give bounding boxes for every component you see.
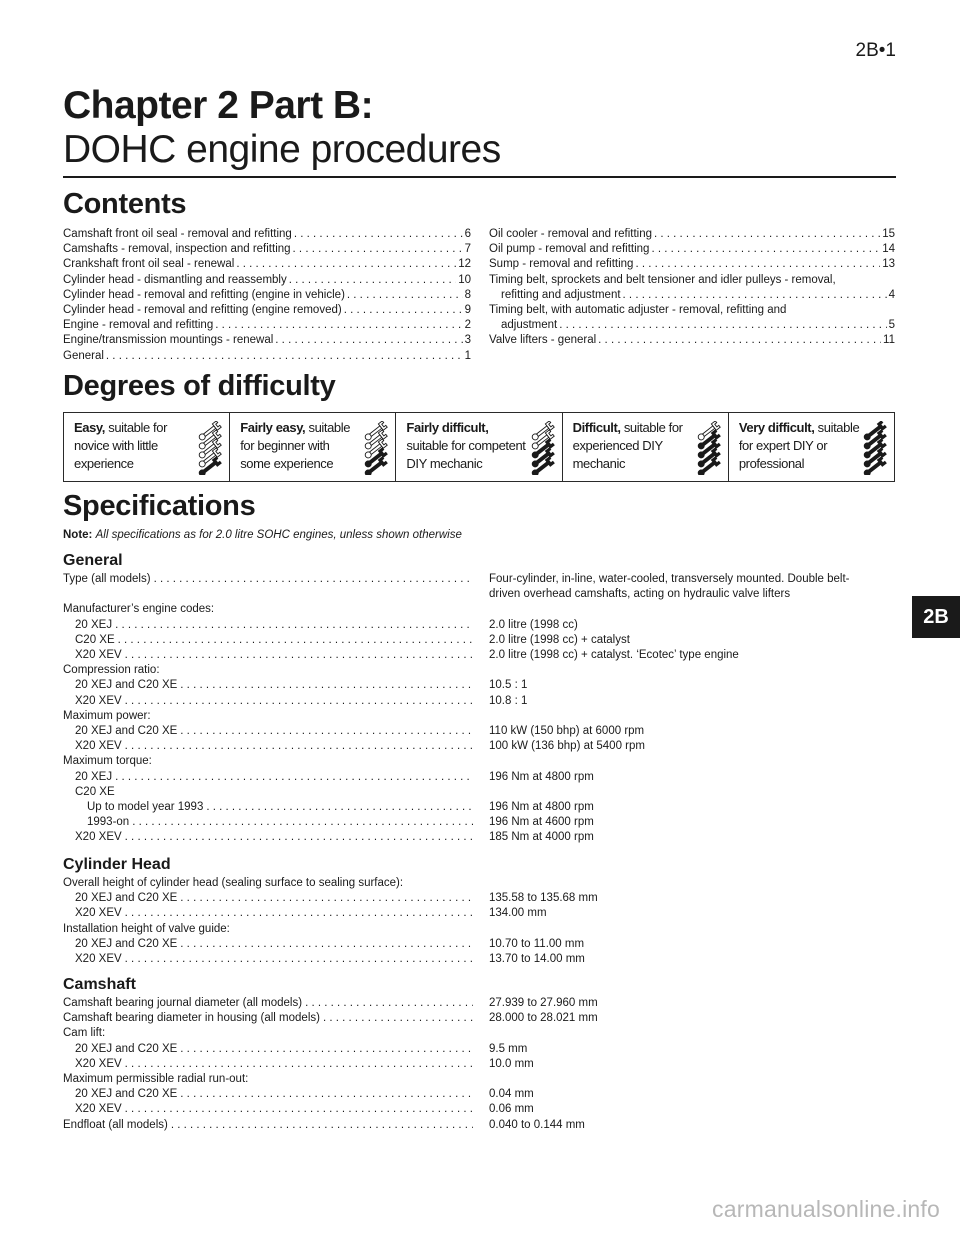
- contents-entry-row: [63, 273, 471, 288]
- contents-entry-page: 10: [458, 273, 471, 286]
- contents-entry: [489, 273, 895, 303]
- spec-row: [63, 663, 895, 678]
- contents-entry: [489, 242, 895, 257]
- leader-dots: [180, 678, 473, 693]
- leader-dots: [125, 830, 473, 845]
- spec-left-cell: [63, 1011, 473, 1026]
- wrench-icon: [695, 421, 721, 475]
- leader-dots: [115, 618, 473, 633]
- spec-row: [63, 1072, 895, 1087]
- leader-dots: [206, 800, 473, 815]
- contents-entry-label: Cylinder head - dismantling and reassembly: [63, 273, 287, 286]
- spec-row: [63, 739, 895, 754]
- contents-entry-label: adjustment: [501, 319, 558, 332]
- spec-value: 100 kW (136 bhp) at 5400 rpm: [489, 740, 645, 753]
- spec-label: Type (all models): [63, 573, 151, 585]
- page-number: 2B•1: [855, 40, 896, 61]
- specifications-note: [63, 529, 462, 541]
- contents-entry-label: Sump - removal and refitting: [489, 258, 634, 271]
- chapter-title: Chapter 2 Part B:: [63, 84, 374, 127]
- contents-entry: [63, 288, 471, 303]
- contents-entry-label: Oil pump - removal and refitting: [489, 243, 650, 256]
- difficulty-level-detail: suitable for experienced DIY mechanic: [572, 420, 683, 471]
- spec-label: Installation height of valve guide:: [63, 922, 230, 935]
- spec-left-cell: [63, 572, 473, 602]
- note-label: Note:: [63, 529, 93, 541]
- contents-entry: [63, 303, 471, 318]
- spec-left-cell: [63, 663, 473, 678]
- leader-dots: [115, 770, 473, 785]
- spec-value: 185 Nm at 4000 rpm: [489, 831, 594, 844]
- spec-left-cell: [63, 1072, 473, 1087]
- spec-label: X20 XEV: [75, 694, 122, 707]
- general-heading: General: [63, 552, 123, 569]
- contents-entry-label: Engine - removal and refitting: [63, 319, 214, 332]
- spec-value: 2.0 litre (1998 cc) + catalyst. ‘Ecotec’ type engine: [489, 649, 739, 662]
- difficulty-level: [728, 413, 894, 481]
- contents-entry-label: Crankshaft front oil seal - renewal: [63, 258, 235, 271]
- leader-dots: [275, 333, 462, 348]
- contents-entry-row: [63, 288, 471, 303]
- spec-row: [63, 633, 895, 648]
- contents-entry-page: 15: [882, 228, 895, 240]
- contents-entry-label: refitting and adjustment: [501, 288, 621, 301]
- difficulty-level-detail: suitable for expert DIY or professional: [738, 420, 860, 471]
- leader-dots: [180, 937, 473, 952]
- spec-label: 20 XEJ and C20 XE: [75, 725, 178, 738]
- spec-left-cell: [63, 800, 473, 815]
- spec-row: [63, 785, 895, 800]
- spec-label: X20 XEV: [75, 649, 122, 662]
- contents-entry-row: [489, 257, 895, 272]
- contents-entry-row: [63, 349, 471, 364]
- spec-row: [63, 1118, 895, 1133]
- leader-dots: [215, 318, 462, 333]
- spec-value: 28.000 to 28.021 mm: [489, 1012, 598, 1025]
- contents-entry: [489, 303, 895, 333]
- spec-value: 196 Nm at 4800 rpm: [489, 770, 594, 783]
- contents-entry-row: [63, 333, 471, 348]
- spec-value: 10.5 : 1: [489, 679, 528, 692]
- spec-value: Four-cylinder, in-line, water-cooled, transversely mounted. Double belt-driven overhead camshafts, acting on hydraulic valve lifters: [489, 573, 850, 601]
- contents-entry: [63, 242, 471, 257]
- spec-label: Compression ratio:: [63, 664, 160, 677]
- spec-left-cell: [63, 1026, 473, 1041]
- leader-dots: [180, 1087, 473, 1102]
- leader-dots: [125, 1102, 473, 1117]
- contents-entry-label: Cylinder head - removal and refitting (engine in vehicle): [63, 288, 345, 301]
- leader-dots: [347, 288, 463, 303]
- contents-entry-label: Camshaft front oil seal - removal and refitting: [63, 228, 292, 240]
- contents-entry-row: [63, 318, 471, 333]
- spec-left-cell: [63, 678, 473, 693]
- spec-left-cell: [63, 952, 473, 967]
- cylinder-head-heading: Cylinder Head: [63, 856, 171, 873]
- cylinder-head-specs: [63, 876, 895, 967]
- difficulty-heading: Degrees of difficulty: [63, 370, 336, 402]
- spec-label: Maximum permissible radial run-out:: [63, 1073, 249, 1086]
- spec-value: 27.939 to 27.960 mm: [489, 997, 598, 1009]
- spec-label: Up to model year 1993: [87, 801, 204, 814]
- contents-entry-page: 4: [888, 288, 895, 301]
- difficulty-description: [240, 419, 362, 473]
- contents-entry-label: Oil cooler - removal and refitting: [489, 228, 652, 240]
- spec-label: C20 XE: [75, 785, 115, 798]
- leader-dots: [559, 318, 886, 333]
- difficulty-level-name: Difficult,: [572, 420, 621, 435]
- contents-entry: [63, 227, 471, 242]
- leader-dots: [125, 906, 473, 921]
- spec-row: [63, 952, 895, 967]
- spec-row: [63, 770, 895, 785]
- contents-entry-page: 8: [464, 288, 471, 301]
- spec-row: [63, 830, 895, 845]
- chapter-subtitle: DOHC engine procedures: [63, 128, 501, 171]
- leader-dots: [118, 633, 473, 648]
- spec-left-cell: [63, 876, 473, 891]
- difficulty-level: [395, 413, 561, 481]
- spec-label: Overall height of cylinder head (sealing surface to sealing surface):: [63, 877, 404, 889]
- contents-entry-row: [63, 227, 471, 242]
- contents-entry-label: Valve lifters - general: [489, 334, 597, 347]
- difficulty-level-name: Fairly easy,: [240, 420, 306, 435]
- spec-label: 20 XEJ: [75, 618, 113, 631]
- contents-entry: [63, 333, 471, 348]
- leader-dots: [236, 257, 456, 272]
- contents-entry: [489, 257, 895, 272]
- spec-left-cell: [63, 602, 473, 617]
- contents-list-right: [489, 227, 895, 349]
- spec-label: Manufacturer’s engine codes:: [63, 603, 215, 616]
- spec-label: X20 XEV: [75, 1103, 122, 1116]
- spec-label: X20 XEV: [75, 1057, 122, 1070]
- spec-row: [63, 996, 895, 1011]
- leader-dots: [323, 1011, 473, 1026]
- spec-value: 134.00 mm: [489, 907, 547, 920]
- spec-left-cell: [63, 1057, 473, 1072]
- camshaft-heading: Camshaft: [63, 976, 136, 993]
- wrench-icon: [362, 421, 388, 475]
- contents-entry: [489, 227, 895, 242]
- contents-entry-label-line1: Timing belt, sprockets and belt tensioner and idler pulleys - removal,: [489, 273, 836, 286]
- spec-value: 110 kW (150 bhp) at 6000 rpm: [489, 725, 645, 738]
- contents-entry: [63, 318, 471, 333]
- contents-entry-page: 9: [464, 304, 471, 317]
- wrench-icon: [529, 421, 555, 475]
- spec-row: [63, 754, 895, 769]
- spec-row: [63, 1102, 895, 1117]
- spec-row: [63, 891, 895, 906]
- contents-entry-label: Camshafts - removal, inspection and refitting: [63, 243, 291, 256]
- leader-dots: [125, 648, 473, 663]
- spec-row: [63, 922, 895, 937]
- leader-dots: [294, 227, 463, 242]
- spec-row: [63, 618, 895, 633]
- spec-label: C20 XE: [75, 633, 115, 646]
- spec-row: [63, 815, 895, 830]
- contents-entry-page: 14: [882, 243, 895, 256]
- spec-value: 0.04 mm: [489, 1088, 534, 1101]
- contents-entry: [63, 349, 471, 364]
- spec-row: [63, 937, 895, 952]
- spec-row: [63, 800, 895, 815]
- spec-row: [63, 709, 895, 724]
- difficulty-level-name: Easy,: [74, 420, 106, 435]
- spec-label: X20 XEV: [75, 831, 122, 844]
- spec-label: 20 XEJ and C20 XE: [75, 892, 178, 905]
- spec-label: X20 XEV: [75, 907, 122, 920]
- spec-left-cell: [63, 633, 473, 648]
- difficulty-table: [63, 412, 895, 482]
- spec-left-cell: [63, 709, 473, 724]
- spec-label: X20 XEV: [75, 740, 122, 753]
- spec-row: [63, 1057, 895, 1072]
- spec-row: [63, 1011, 895, 1026]
- spec-row: [63, 1087, 895, 1102]
- difficulty-level: [562, 413, 728, 481]
- spec-left-cell: [63, 891, 473, 906]
- spec-left-cell: [63, 754, 473, 769]
- difficulty-description: [739, 419, 861, 473]
- difficulty-level-name: Fairly difficult,: [406, 420, 489, 435]
- spec-value: 0.040 to 0.144 mm: [489, 1118, 585, 1131]
- contents-entry-row: [489, 288, 895, 303]
- spec-row: [63, 572, 895, 602]
- contents-entry-page: 13: [882, 258, 895, 271]
- title-rule: [63, 176, 896, 178]
- leader-dots: [635, 257, 880, 272]
- leader-dots: [293, 242, 463, 257]
- spec-value: 10.0 mm: [489, 1057, 534, 1070]
- watermark: carmanualsonline.info: [712, 1196, 940, 1222]
- spec-label: Maximum torque:: [63, 755, 152, 768]
- contents-entry: [63, 257, 471, 272]
- contents-entry-page: 3: [464, 334, 471, 347]
- contents-entry-label: General: [63, 349, 104, 362]
- spec-label: 20 XEJ: [75, 770, 113, 783]
- difficulty-level: [229, 413, 395, 481]
- spec-left-cell: [63, 724, 473, 739]
- leader-dots: [180, 1042, 473, 1057]
- spec-label: Camshaft bearing diameter in housing (all models): [63, 1012, 320, 1025]
- spec-value: 135.58 to 135.68 mm: [489, 892, 598, 905]
- spec-value: 196 Nm at 4600 rpm: [489, 816, 594, 829]
- contents-entry-page: 7: [464, 243, 471, 256]
- difficulty-description: [74, 419, 196, 473]
- leader-dots: [154, 572, 473, 602]
- spec-row: [63, 678, 895, 693]
- leader-dots: [654, 227, 880, 242]
- contents-entry-page: 5: [888, 319, 895, 332]
- spec-left-cell: [63, 785, 473, 800]
- spec-label: X20 XEV: [75, 953, 122, 966]
- spec-label: 20 XEJ and C20 XE: [75, 679, 178, 692]
- leader-dots: [180, 724, 473, 739]
- contents-entry-label: Cylinder head - removal and refitting (engine removed): [63, 304, 342, 317]
- difficulty-description: [573, 419, 695, 473]
- spec-row: [63, 876, 895, 891]
- spec-left-cell: [63, 770, 473, 785]
- leader-dots: [171, 1118, 473, 1133]
- contents-list-left: [63, 227, 471, 364]
- spec-label: 1993-on: [87, 816, 130, 829]
- difficulty-level-detail: suitable for novice with little experience: [74, 420, 168, 471]
- spec-left-cell: [63, 648, 473, 663]
- leader-dots: [125, 739, 473, 754]
- leader-dots: [180, 891, 473, 906]
- spec-row: [63, 1042, 895, 1057]
- contents-entry-page: 1: [464, 349, 471, 362]
- spec-row: [63, 648, 895, 663]
- difficulty-level-detail: suitable for beginner with some experience: [240, 420, 351, 471]
- spec-left-cell: [63, 815, 473, 830]
- spec-value: 10.70 to 11.00 mm: [489, 937, 585, 950]
- spec-row: [63, 602, 895, 617]
- contents-entry-page: 6: [464, 228, 471, 240]
- spec-left-cell: [63, 830, 473, 845]
- contents-entry-row: [489, 242, 895, 257]
- chapter-side-tab: 2B: [912, 596, 960, 638]
- spec-left-cell: [63, 922, 473, 937]
- contents-heading: Contents: [63, 188, 187, 220]
- spec-label: 20 XEJ and C20 XE: [75, 1042, 178, 1055]
- spec-label: 20 XEJ and C20 XE: [75, 1088, 178, 1101]
- leader-dots: [598, 333, 881, 348]
- leader-dots: [289, 273, 456, 288]
- spec-value: 196 Nm at 4800 rpm: [489, 801, 594, 814]
- contents-entry-row: [63, 257, 471, 272]
- leader-dots: [344, 303, 463, 318]
- spec-row: [63, 694, 895, 709]
- note-text: All specifications as for 2.0 litre SOHC engines, unless shown otherwise: [95, 529, 462, 541]
- spec-left-cell: [63, 937, 473, 952]
- spec-label: 20 XEJ and C20 XE: [75, 937, 178, 950]
- contents-entry-row: [489, 227, 895, 242]
- wrench-icon: [861, 421, 887, 475]
- contents-entry-page: 12: [458, 258, 471, 271]
- camshaft-specs: [63, 996, 895, 1133]
- spec-left-cell: [63, 618, 473, 633]
- spec-value: 2.0 litre (1998 cc): [489, 618, 578, 631]
- spec-label: Cam lift:: [63, 1027, 106, 1040]
- leader-dots: [125, 952, 473, 967]
- contents-entry-page: 11: [883, 334, 895, 347]
- contents-entry-page: 2: [464, 319, 471, 332]
- contents-entry: [489, 333, 895, 348]
- specifications-heading: Specifications: [63, 490, 256, 522]
- general-specs: [63, 572, 895, 846]
- leader-dots: [132, 815, 473, 830]
- contents-entry-label-line1: Timing belt, with automatic adjuster - removal, refitting and: [489, 304, 787, 317]
- difficulty-description: [406, 419, 528, 473]
- spec-row: [63, 1026, 895, 1041]
- spec-left-cell: [63, 1042, 473, 1057]
- spec-left-cell: [63, 1118, 473, 1133]
- spec-left-cell: [63, 996, 473, 1011]
- spec-left-cell: [63, 694, 473, 709]
- spec-label: Maximum power:: [63, 709, 151, 722]
- contents-entry-row: [63, 303, 471, 318]
- spec-label: Endfloat (all models): [63, 1118, 168, 1131]
- leader-dots: [125, 694, 473, 709]
- leader-dots: [651, 242, 880, 257]
- contents-entry-label: Engine/transmission mountings - renewal: [63, 334, 274, 347]
- spec-value: 9.5 mm: [489, 1042, 528, 1055]
- spec-left-cell: [63, 906, 473, 921]
- spec-value: 10.8 : 1: [489, 694, 528, 707]
- contents-entry-row: [63, 242, 471, 257]
- leader-dots: [305, 996, 473, 1011]
- spec-value: 13.70 to 14.00 mm: [489, 953, 585, 966]
- spec-left-cell: [63, 739, 473, 754]
- contents-entry: [63, 273, 471, 288]
- spec-label: Camshaft bearing journal diameter (all models): [63, 997, 303, 1009]
- leader-dots: [623, 288, 887, 303]
- difficulty-level-name: Very difficult,: [738, 420, 815, 435]
- contents-entry-row: [489, 333, 895, 348]
- wrench-icon: [196, 421, 222, 475]
- spec-value: 0.06 mm: [489, 1103, 534, 1116]
- spec-left-cell: [63, 1087, 473, 1102]
- spec-left-cell: [63, 1102, 473, 1117]
- spec-row: [63, 724, 895, 739]
- leader-dots: [125, 1057, 473, 1072]
- contents-entry-row: [489, 318, 895, 333]
- leader-dots: [106, 349, 463, 364]
- spec-row: [63, 906, 895, 921]
- difficulty-level: [64, 413, 229, 481]
- spec-value: 2.0 litre (1998 cc) + catalyst: [489, 633, 630, 646]
- difficulty-level-detail: suitable for competent DIY mechanic: [406, 438, 526, 471]
